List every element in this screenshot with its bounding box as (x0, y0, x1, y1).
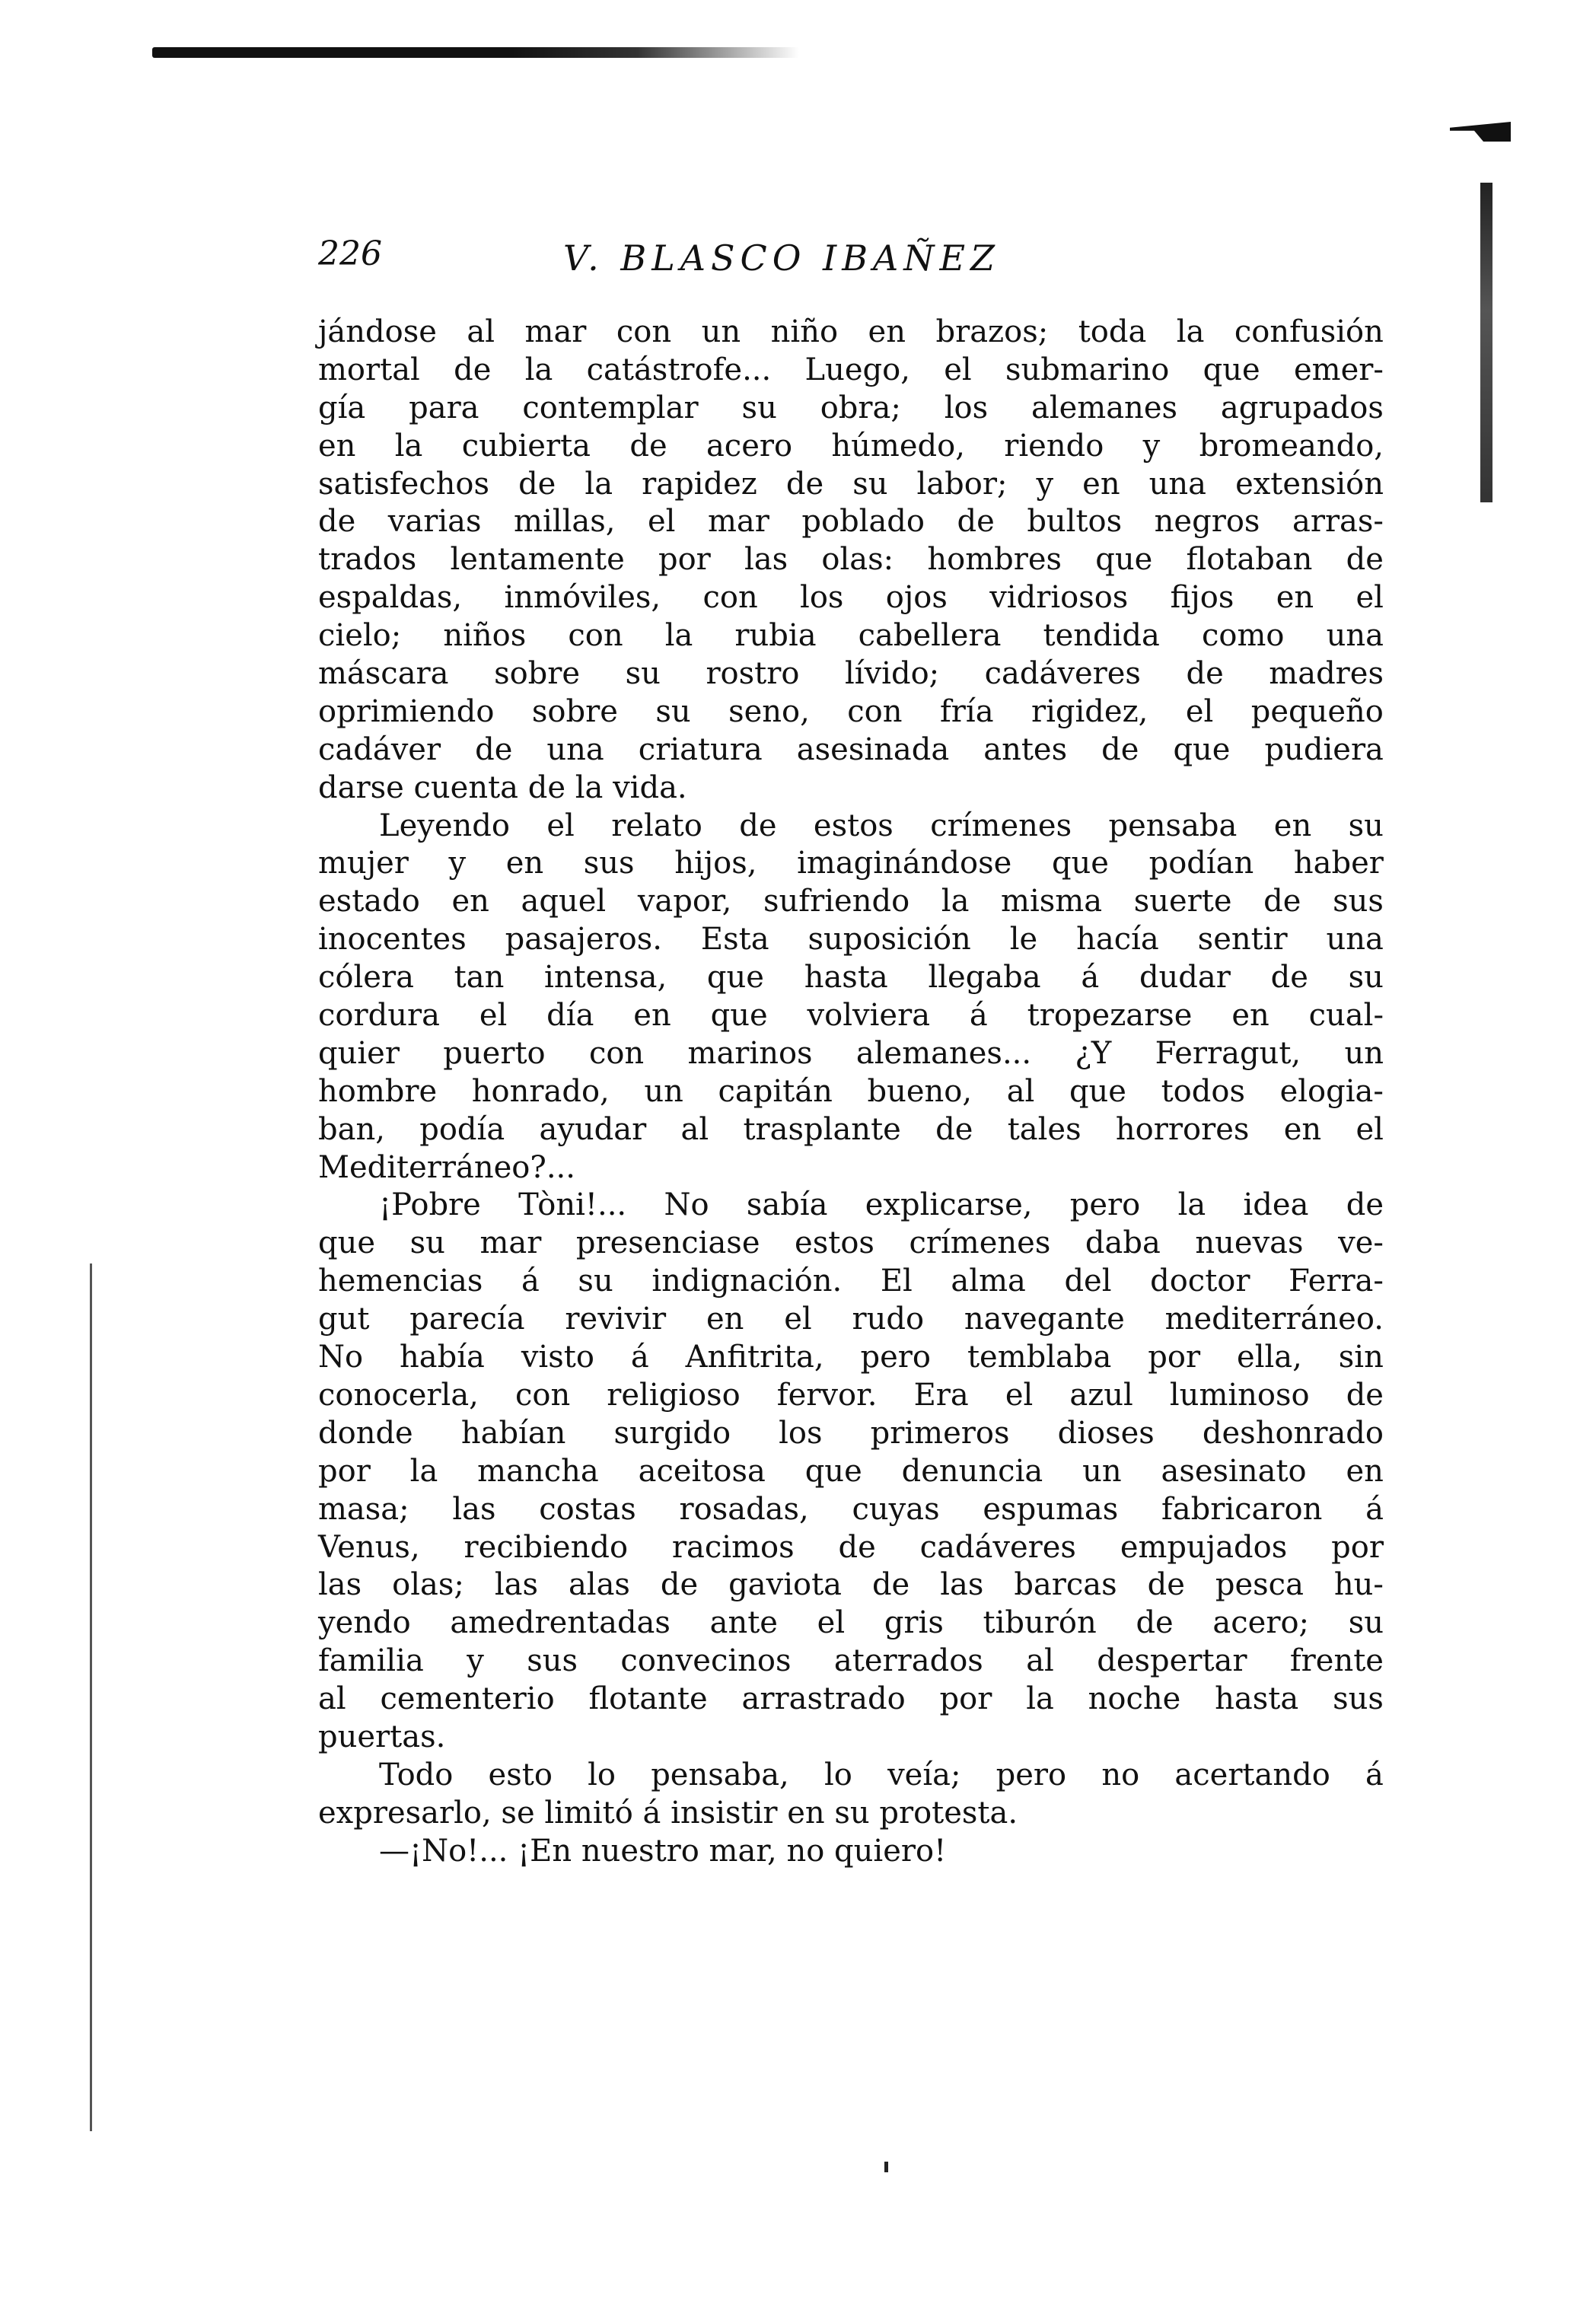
text-line: inocentes pasajeros. Esta suposición le hacía sentir una (318, 922, 1384, 958)
text-line: yendo amedrentadas ante el gris tiburón de acero; su (318, 1605, 1384, 1641)
text-line: por la mancha aceitosa que denuncia un asesinato en (318, 1453, 1384, 1489)
text-line: ¡Pobre Tòni!... No sabía explicarse, pero la idea de (379, 1187, 1384, 1223)
text-line: de varias millas, el mar poblado de bultos negros arras- (318, 504, 1384, 540)
text-line: máscara sobre su rostro lívido; cadáveres de madres (318, 656, 1384, 692)
scan-artifact-corner-mark (1450, 122, 1511, 142)
text-line: donde habían surgido los primeros dioses deshonrado (318, 1415, 1384, 1451)
text-line: que su mar presenciase estos crímenes daba nuevas ve- (318, 1225, 1384, 1261)
text-line: conocerla, con religioso fervor. Era el azul luminoso de (318, 1377, 1384, 1413)
text-line: quier puerto con marinos alemanes... ¿Y Ferragut, un (318, 1035, 1384, 1071)
scan-artifact-right-edge (1480, 183, 1492, 502)
text-line: gía para contemplar su obra; los alemanes agrupados (318, 390, 1384, 425)
scan-artifact-speck (884, 2162, 888, 2172)
body-text (318, 314, 1384, 1871)
text-line: cólera tan intensa, que hasta llegaba á dudar de su (318, 960, 1384, 996)
text-line: ban, podía ayudar al trasplante de tales horrores en el (318, 1111, 1384, 1147)
text-line: Venus, recibiendo racimos de cadáveres empujados por (318, 1529, 1384, 1565)
text-line: espaldas, inmóviles, con los ojos vidriosos fijos en el (318, 580, 1384, 616)
text-line: cadáver de una criatura asesinada antes de que pudiera (318, 731, 1384, 767)
text-line: hemencias á su indignación. El alma del doctor Ferra- (318, 1263, 1384, 1299)
text-line: satisfechos de la rapidez de su labor; y en una extensión (318, 466, 1384, 502)
text-line: cielo; niños con la rubia cabellera tendida como una (318, 618, 1384, 654)
page-number: 226 (318, 234, 382, 273)
text-line: las olas; las alas de gaviota de las barcas de pesca hu- (318, 1567, 1384, 1603)
text-line: estado en aquel vapor, sufriendo la misma suerte de sus (318, 884, 1384, 919)
text-line: No había visto á Anfitrita, pero temblaba por ella, sin (318, 1340, 1384, 1375)
text-line: en la cubierta de acero húmedo, riendo y bromeando, (318, 428, 1384, 464)
text-line: expresarlo, se limitó á insistir en su protesta. (318, 1795, 1018, 1831)
running-head (318, 234, 1384, 288)
text-line: Todo esto lo pensaba, lo veía; pero no acertando á (379, 1757, 1384, 1792)
text-line: cordura el día en que volviera á tropezarse en cual- (318, 998, 1384, 1034)
text-line: gut parecía revivir en el rudo navegante mediterráneo. (318, 1302, 1384, 1337)
text-line: —¡No!... ¡En nuestro mar, no quiero! (379, 1833, 947, 1869)
text-line: Leyendo el relato de estos crímenes pensaba en su (379, 808, 1384, 843)
text-line: puertas. (318, 1719, 446, 1754)
text-line: trados lentamente por las olas: hombres que flotaban de (318, 542, 1384, 578)
scan-artifact-left-edge (90, 1263, 92, 2131)
text-line: mortal de la catástrofe... Luego, el submarino que emer- (318, 352, 1384, 387)
text-line: al cementerio flotante arrastrado por la noche hasta sus (318, 1681, 1384, 1717)
scan-artifact-top-rule (152, 47, 799, 58)
running-head-title: V. BLASCO IBAÑEZ (563, 237, 1001, 279)
text-line: hombre honrado, un capitán bueno, al que todos elogia- (318, 1073, 1384, 1109)
text-line: jándose al mar con un niño en brazos; toda la confusión (318, 314, 1384, 349)
text-line: familia y sus convecinos aterrados al despertar frente (318, 1643, 1384, 1679)
text-line: masa; las costas rosadas, cuyas espumas fabricaron á (318, 1491, 1384, 1527)
text-line: oprimiendo sobre su seno, con fría rigidez, el pequeño (318, 693, 1384, 729)
text-line: mujer y en sus hijos, imaginándose que podían haber (318, 846, 1384, 881)
text-line: darse cuenta de la vida. (318, 770, 687, 805)
text-line: Mediterráneo?... (318, 1149, 575, 1185)
